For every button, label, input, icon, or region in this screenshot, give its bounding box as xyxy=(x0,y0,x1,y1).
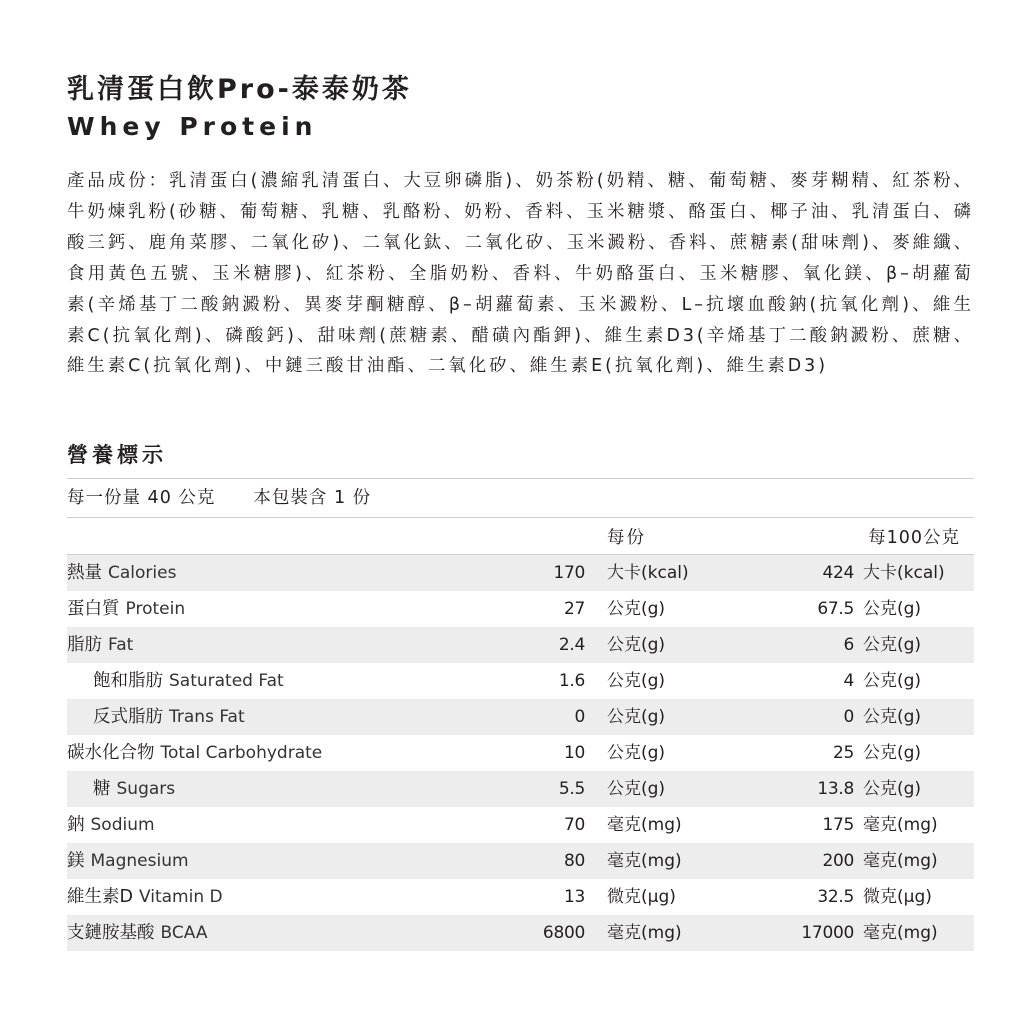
product-label xyxy=(67,72,974,951)
value-per-serving: 5.5 xyxy=(558,779,585,799)
nutrition-title: 營養標示 xyxy=(67,443,167,467)
nutrient-name-en: Calories xyxy=(108,563,177,583)
nutrient-name-en: Magnesium xyxy=(90,851,189,871)
nutrient-name-zh: 糖 xyxy=(93,779,111,799)
nutrient-name xyxy=(67,735,322,771)
nutrient-name-zh: 熱量 xyxy=(67,563,102,583)
servings-per-pack: 本包裝含 1 份 xyxy=(253,488,372,508)
value-per-serving: 2.4 xyxy=(558,635,585,655)
value-per-100g: 32.5 xyxy=(817,887,854,907)
unit-per-100g: 毫克(mg) xyxy=(863,815,938,835)
nutrition-table-header xyxy=(67,518,974,555)
column-header-per-100g: 每100公克 xyxy=(868,528,960,548)
table-row xyxy=(67,591,974,627)
table-row xyxy=(67,735,974,771)
serving-size: 每一份量 40 公克 xyxy=(67,488,216,508)
value-per-100g: 0 xyxy=(843,707,854,727)
value-per-100g: 13.8 xyxy=(817,779,854,799)
nutrient-name-zh: 維生素D xyxy=(67,887,133,907)
nutrient-name xyxy=(67,843,189,879)
value-per-100g: 424 xyxy=(822,563,854,583)
ingredients-text: 產品成份：乳清蛋白(濃縮乳清蛋白、大豆卵磷脂)、奶茶粉(奶精、糖、葡萄糖、麥芽糊精、紅茶粉、牛奶煉乳粉(砂糖、葡萄糖、乳糖、乳酪粉、奶粉、香料、玉米糖漿、酪蛋白、椰子油、乳清蛋白、磷酸三鈣、鹿角菜膠、二氧化矽)、二氧化鈦、二氧化矽、玉米澱粉、香料、蔗糖素(甜味劑)、麥維纖、食用黃色五號、玉米糖膠)、紅茶粉、全脂奶粉、香料、牛奶酪蛋白、玉米糖膠、氧化鎂、β–胡蘿蔔素(辛烯基丁二酸鈉澱粉、異麥芽酮糖醇、β–胡蘿蔔素、玉米澱粉、L–抗壞血酸鈉(抗氧化劑)、維生素C(抗氧化劑)、磷酸鈣)、甜味劑(蔗糖素、醋磺內酯鉀)、維生素D3(辛烯基丁二酸鈉澱粉、蔗糖、維生素C(抗氧化劑)、中鏈三酸甘油酯、二氧化矽、維生素E(抗氧化劑)、維生素D3) xyxy=(67,171,974,377)
unit-per-100g: 公克(g) xyxy=(863,707,922,727)
nutrient-name xyxy=(93,699,245,735)
nutrient-name-en: Vitamin D xyxy=(138,887,223,907)
unit-per-serving: 毫克(mg) xyxy=(607,851,682,871)
unit-per-serving: 公克(g) xyxy=(607,707,666,727)
unit-per-serving: 毫克(mg) xyxy=(607,815,682,835)
value-per-serving: 10 xyxy=(563,743,585,763)
unit-per-serving: 公克(g) xyxy=(607,635,666,655)
nutrient-name-zh: 碳水化合物 xyxy=(67,743,155,763)
value-per-serving: 170 xyxy=(553,563,585,583)
unit-per-100g: 公克(g) xyxy=(863,779,922,799)
value-per-serving: 6800 xyxy=(542,923,585,943)
unit-per-serving: 公克(g) xyxy=(607,743,666,763)
nutrient-name xyxy=(93,663,284,699)
nutrient-name-en: Trans Fat xyxy=(169,707,245,727)
nutrient-name-en: Fat xyxy=(108,635,134,655)
nutrient-name-en: Sugars xyxy=(116,779,176,799)
nutrient-name-zh: 飽和脂肪 xyxy=(93,671,163,691)
nutrient-name xyxy=(67,555,176,591)
nutrient-name-en: Total Carbohydrate xyxy=(160,743,323,763)
value-per-serving: 27 xyxy=(563,599,585,619)
nutrient-name-zh: 鈉 xyxy=(67,815,85,835)
table-row xyxy=(67,843,974,879)
nutrition-table-body xyxy=(67,555,974,951)
unit-per-serving: 毫克(mg) xyxy=(607,923,682,943)
table-row xyxy=(67,771,974,807)
nutrient-name-en: BCAA xyxy=(160,923,208,943)
nutrient-name-en: Protein xyxy=(125,599,186,619)
nutrient-name-zh: 脂肪 xyxy=(67,635,102,655)
value-per-serving: 0 xyxy=(574,707,585,727)
unit-per-serving: 公克(g) xyxy=(607,599,666,619)
value-per-100g: 17000 xyxy=(801,923,854,943)
nutrient-name-en: Sodium xyxy=(90,815,155,835)
table-row xyxy=(67,555,974,591)
nutrient-name-zh: 蛋白質 xyxy=(67,599,120,619)
product-title-zh: 乳清蛋白飲Pro-泰泰奶茶 xyxy=(67,74,412,105)
nutrient-name-zh: 支鏈胺基酸 xyxy=(67,923,155,943)
nutrient-name-en: Saturated Fat xyxy=(169,671,284,691)
nutrient-name xyxy=(67,627,133,663)
table-row xyxy=(67,699,974,735)
value-per-serving: 80 xyxy=(563,851,585,871)
serving-info xyxy=(67,479,974,517)
nutrient-name xyxy=(67,879,223,915)
unit-per-100g: 公克(g) xyxy=(863,671,922,691)
table-row xyxy=(67,879,974,915)
nutrient-name xyxy=(67,915,207,951)
unit-per-serving: 公克(g) xyxy=(607,779,666,799)
value-per-100g: 6 xyxy=(843,635,854,655)
nutrient-name-zh: 鎂 xyxy=(67,851,85,871)
unit-per-serving: 公克(g) xyxy=(607,671,666,691)
table-row xyxy=(67,627,974,663)
unit-per-serving: 大卡(kcal) xyxy=(607,563,689,583)
value-per-serving: 13 xyxy=(563,887,585,907)
value-per-100g: 67.5 xyxy=(817,599,854,619)
value-per-100g: 200 xyxy=(822,851,854,871)
nutrient-name xyxy=(67,591,185,627)
value-per-100g: 4 xyxy=(843,671,854,691)
unit-per-100g: 毫克(mg) xyxy=(863,851,938,871)
nutrient-name xyxy=(67,807,155,843)
column-header-per-serving: 每份 xyxy=(607,528,646,548)
table-row xyxy=(67,915,974,951)
value-per-100g: 25 xyxy=(832,743,854,763)
table-row xyxy=(67,663,974,699)
value-per-serving: 70 xyxy=(563,815,585,835)
value-per-100g: 175 xyxy=(822,815,854,835)
nutrient-name xyxy=(93,771,175,807)
nutrient-name-zh: 反式脂肪 xyxy=(93,707,163,727)
unit-per-serving: 微克(μg) xyxy=(607,887,676,907)
unit-per-100g: 微克(μg) xyxy=(863,887,932,907)
unit-per-100g: 毫克(mg) xyxy=(863,923,938,943)
unit-per-100g: 公克(g) xyxy=(863,743,922,763)
table-row xyxy=(67,807,974,843)
product-title-en: Whey Protein xyxy=(67,112,318,141)
value-per-serving: 1.6 xyxy=(558,671,585,691)
unit-per-100g: 公克(g) xyxy=(863,599,922,619)
unit-per-100g: 公克(g) xyxy=(863,635,922,655)
unit-per-100g: 大卡(kcal) xyxy=(863,563,945,583)
